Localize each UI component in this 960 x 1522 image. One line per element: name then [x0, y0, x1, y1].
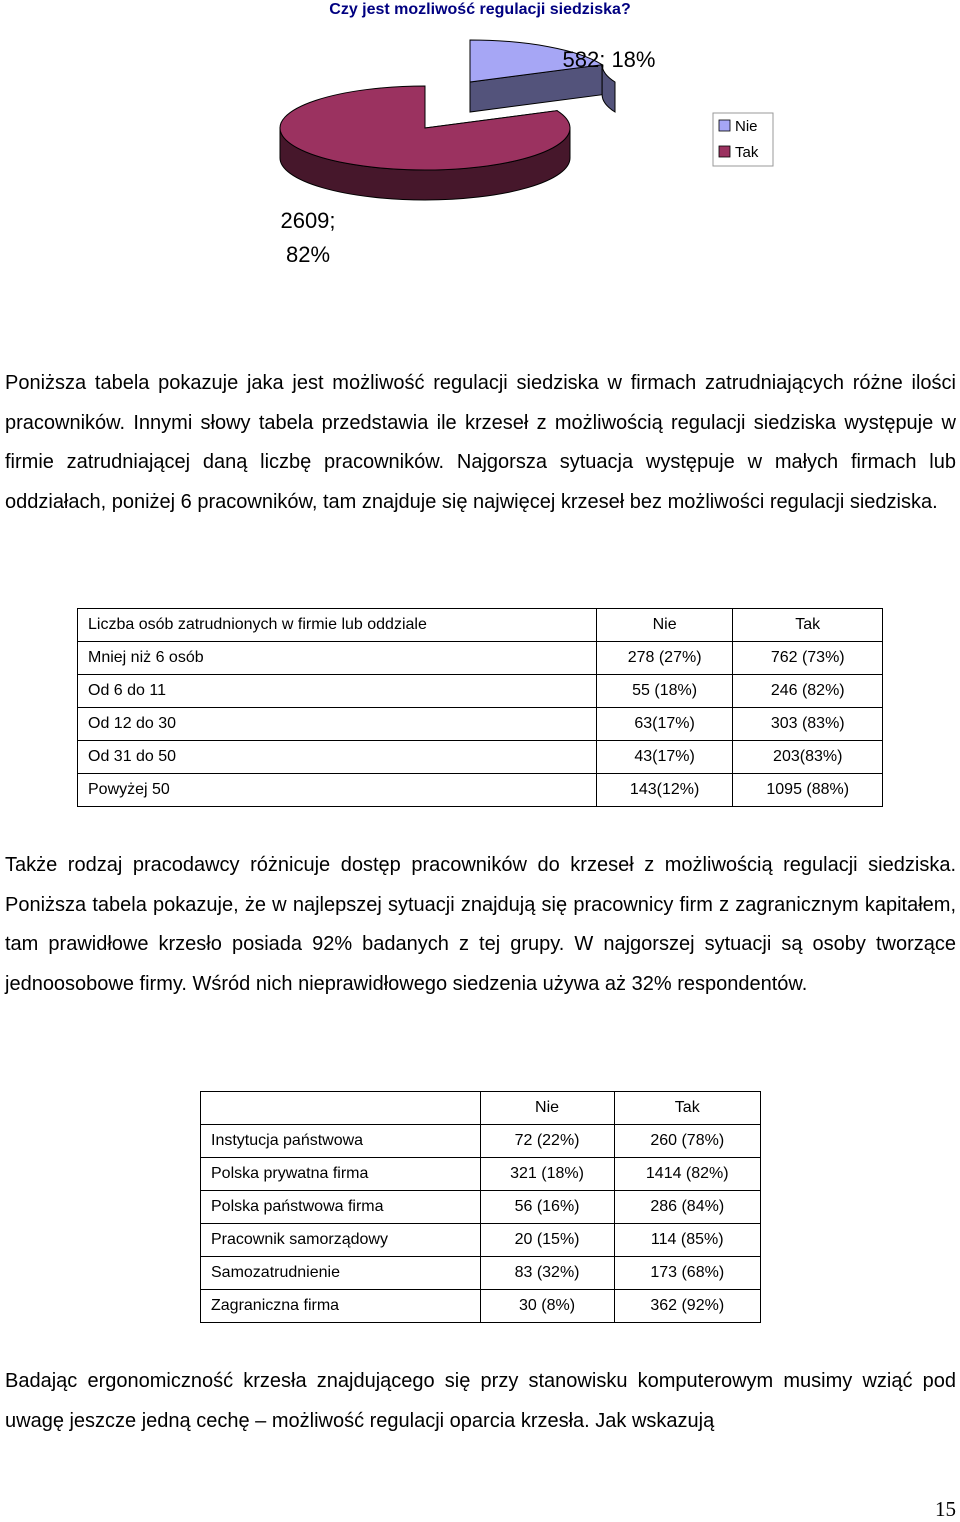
legend-swatch-tak — [719, 146, 730, 157]
table-cell: 20 (15%) — [480, 1224, 614, 1257]
chart-title: Czy jest mozliwość regulacji siedziska? — [329, 1, 631, 18]
table-cell: Powyżej 50 — [78, 774, 597, 807]
table-cell: Od 6 do 11 — [78, 675, 597, 708]
pie-label-nie: 582; 18% — [562, 47, 656, 72]
table-row — [78, 774, 883, 807]
table-cell: 43(17%) — [596, 741, 733, 774]
pie-chart — [0, 20, 960, 280]
table-cell: 1414 (82%) — [614, 1158, 761, 1191]
table-cell: Polska państwowa firma — [201, 1191, 481, 1224]
table-cell: 63(17%) — [596, 708, 733, 741]
table-cell: Pracownik samorządowy — [201, 1224, 481, 1257]
table-cell: 362 (92%) — [614, 1290, 761, 1323]
paragraph-2: Także rodzaj pracodawcy różnicuje dostęp pracowników do krzeseł z możliwością regulacji siedziska. Poniższa tabela pokazuje, że w najlepszej sytuacji znajdują się pracownicy firm z zagranicznym kapitałem, tam prawidłowe krzesło posiada 92% badanych z tej grupy. W najgorszej sytuacji są osoby tworzące jednoosobowe firmy. Wśród nich nieprawidłowego siedzenia używa aż 32% respondentów. — [5, 854, 956, 996]
table-row — [78, 708, 883, 741]
header-cell-empty — [201, 1092, 481, 1125]
table-cell: 1095 (88%) — [733, 774, 883, 807]
legend-label-tak: Tak — [735, 144, 759, 161]
page-number: 15 — [935, 1497, 956, 1521]
table-header-row — [201, 1092, 761, 1125]
table-cell: 72 (22%) — [480, 1125, 614, 1158]
table-cell: 56 (16%) — [480, 1191, 614, 1224]
table-cell: Polska prywatna firma — [201, 1158, 481, 1191]
table-cell: 30 (8%) — [480, 1290, 614, 1323]
table-row — [201, 1191, 761, 1224]
pie-label-tak-line1: 2609; — [280, 208, 336, 233]
table-employee-count — [77, 608, 883, 807]
table-row — [78, 741, 883, 774]
header-cell: Liczba osób zatrudnionych w firmie lub oddziale — [78, 609, 597, 642]
table-row — [201, 1158, 761, 1191]
table-cell: 278 (27%) — [596, 642, 733, 675]
table-cell: Mniej niż 6 osób — [78, 642, 597, 675]
table-row — [78, 642, 883, 675]
table-cell: 286 (84%) — [614, 1191, 761, 1224]
header-cell: Nie — [480, 1092, 614, 1125]
pie-label-tak-line2: 82% — [285, 242, 331, 267]
table-row — [201, 1125, 761, 1158]
table-cell: Od 12 do 30 — [78, 708, 597, 741]
table-cell: 762 (73%) — [733, 642, 883, 675]
table-cell: 246 (82%) — [733, 675, 883, 708]
table-row — [201, 1257, 761, 1290]
table-row — [78, 675, 883, 708]
table-header-row — [78, 609, 883, 642]
table-cell: Samozatrudnienie — [201, 1257, 481, 1290]
table-employer-type — [200, 1091, 761, 1323]
table-cell: Instytucja państwowa — [201, 1125, 481, 1158]
header-cell: Nie — [596, 609, 733, 642]
legend-swatch-nie — [719, 120, 730, 131]
table-cell: 173 (68%) — [614, 1257, 761, 1290]
table-cell: Zagraniczna firma — [201, 1290, 481, 1323]
table-cell: 143(12%) — [596, 774, 733, 807]
chart-legend — [713, 113, 773, 166]
table-cell: 260 (78%) — [614, 1125, 761, 1158]
table-cell: 114 (85%) — [614, 1224, 761, 1257]
table-cell: 203(83%) — [733, 741, 883, 774]
table-cell: 303 (83%) — [733, 708, 883, 741]
paragraph-1: Poniższa tabela pokazuje jaka jest możliwość regulacji siedziska w firmach zatrudniających różne ilości pracowników. Innymi słowy tabela przedstawia ile krzeseł z możliwością regulacji siedziska występuje w firmie zatrudniającej daną liczbę pracowników. Najgorsza sytuacja występuje w małych firmach lub oddziałach, poniżej 6 pracowników, tam znajduje się najwięcej krzeseł bez możliwości regulacji siedziska. — [5, 372, 956, 514]
header-cell: Tak — [733, 609, 883, 642]
legend-label-nie: Nie — [735, 118, 758, 135]
table-cell: 83 (32%) — [480, 1257, 614, 1290]
paragraph-3: Badając ergonomiczność krzesła znajdującego się przy stanowisku komputerowym musimy wziąć pod uwagę jeszcze jedną cechę – możliwość regulacji oparcia krzesła. Jak wskazują — [5, 1370, 956, 1432]
table-cell: 321 (18%) — [480, 1158, 614, 1191]
table-cell: 55 (18%) — [596, 675, 733, 708]
table-row — [201, 1224, 761, 1257]
header-cell: Tak — [614, 1092, 761, 1125]
table-row — [201, 1290, 761, 1323]
table-cell: Od 31 do 50 — [78, 741, 597, 774]
